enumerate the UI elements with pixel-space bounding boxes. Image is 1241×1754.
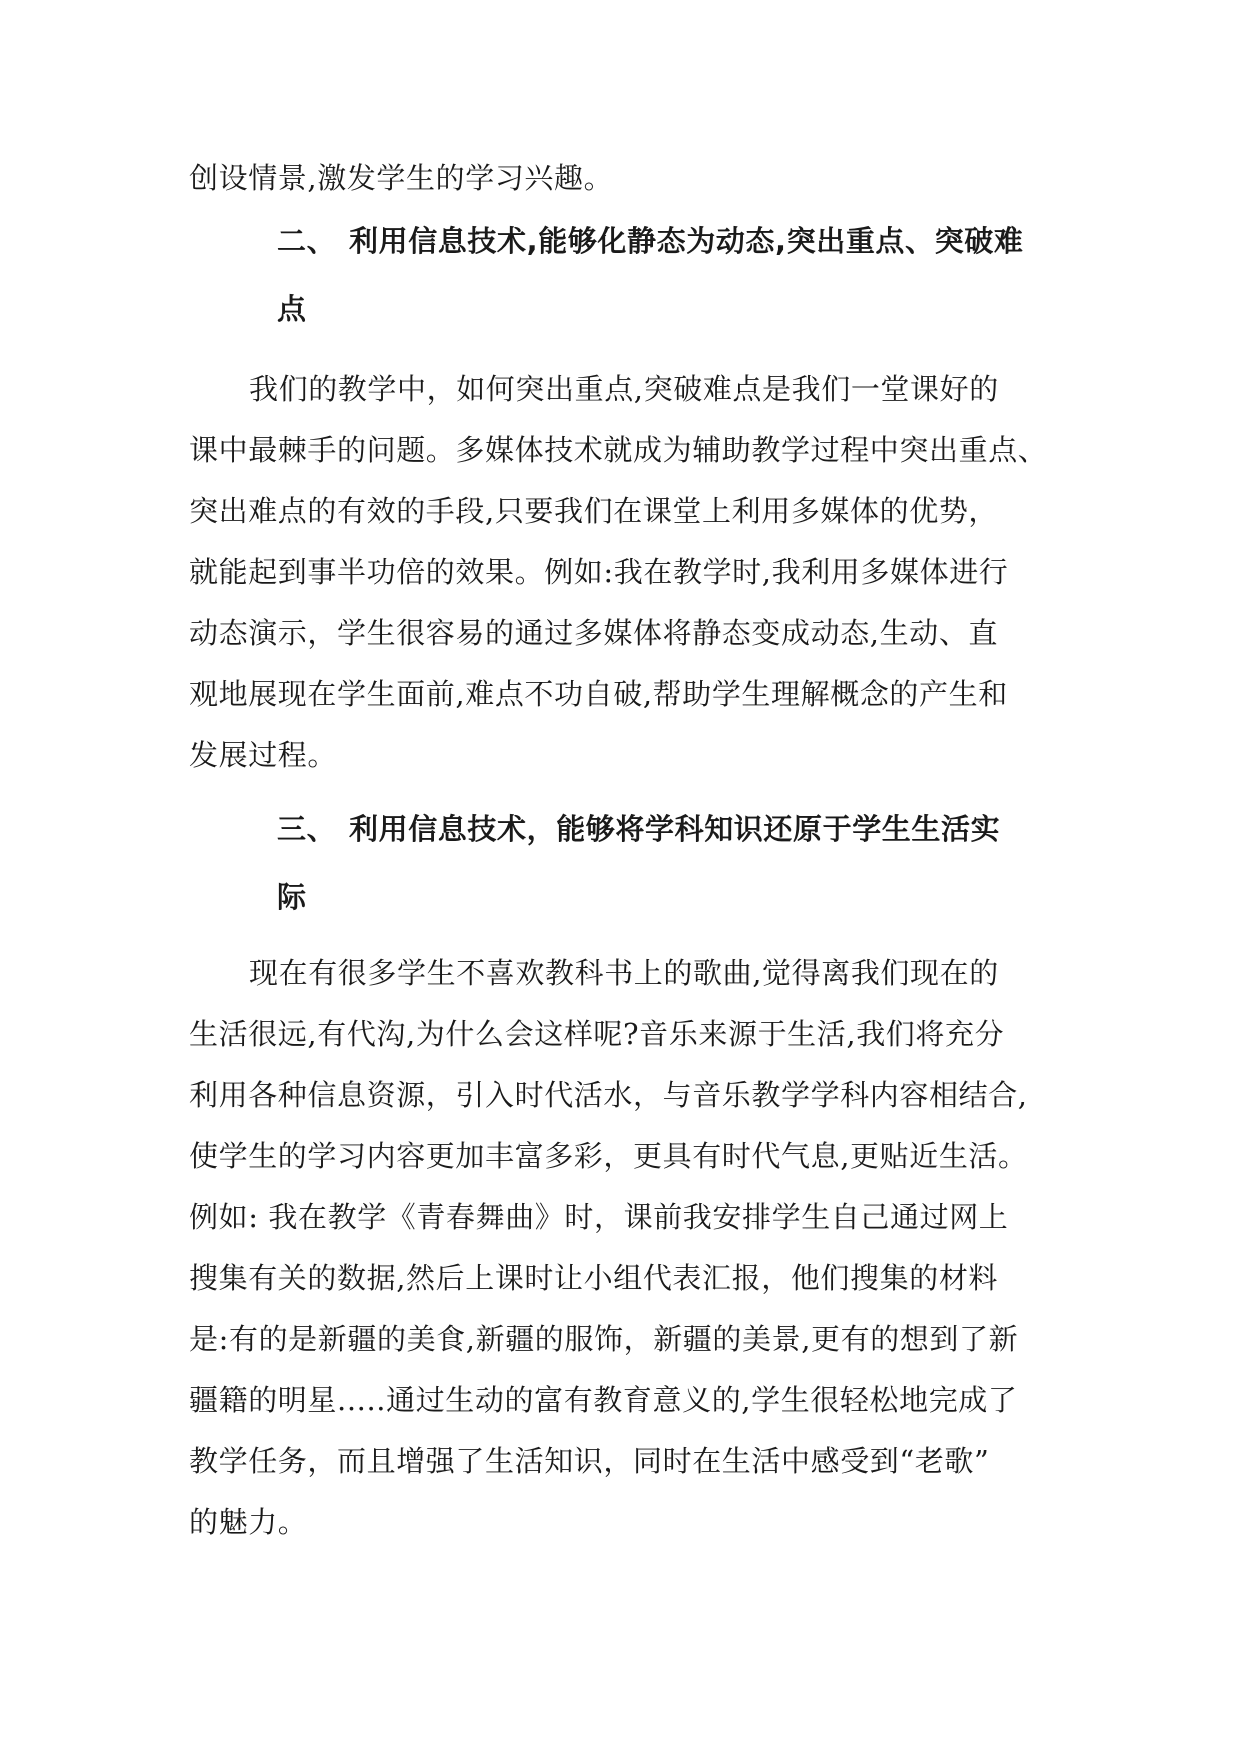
paragraph-line: 突出难点的有效的手段,只要我们在课堂上利用多媒体的优势，	[189, 494, 999, 528]
paragraph-line: 发展过程。	[189, 738, 338, 772]
section-title-continuation: 际	[277, 880, 307, 914]
paragraph-line: 是:有的是新疆的美食,新疆的服饰，新疆的美景,更有的想到了新	[189, 1322, 1019, 1356]
section-title-continuation: 点	[277, 292, 307, 326]
paragraph-line: 创设情景,激发学生的学习兴趣。	[189, 161, 614, 195]
paragraph-line: 搜集有关的数据,然后上课时让小组代表汇报，他们搜集的材料	[189, 1261, 999, 1295]
paragraph-line: 的魅力。	[189, 1505, 308, 1539]
section-number: 二、	[277, 224, 337, 258]
paragraph-line: 观地展现在学生面前,难点不功自破,帮助学生理解概念的产生和	[189, 677, 1008, 711]
paragraph-line: 现在有很多学生不喜欢教科书上的歌曲,觉得离我们现在的	[249, 956, 999, 990]
paragraph-line: 生活很远,有代沟,为什么会这样呢?音乐来源于生活,我们将充分	[189, 1017, 1005, 1051]
paragraph-line: 就能起到事半功倍的效果。例如:我在教学时,我利用多媒体进行	[189, 555, 1009, 589]
paragraph-line: 我们的教学中，如何突出重点,突破难点是我们一堂课好的	[249, 372, 999, 406]
paragraph-line: 使学生的学习内容更加丰富多彩，更具有时代气息,更贴近生活。	[189, 1139, 1028, 1173]
section-title: 利用信息技术,能够化静态为动态,突出重点、突破难	[349, 224, 1024, 258]
section-heading	[277, 809, 1000, 849]
paragraph-line: 教学任务，而且增强了生活知识，同时在生活中感受到“老歌”	[189, 1444, 990, 1478]
paragraph-line: 动态演示，学生很容易的通过多媒体将静态变成动态,生动、直	[189, 616, 999, 650]
paragraph-line: 例如: 我在教学《青春舞曲》时，课前我安排学生自己通过网上	[189, 1200, 1009, 1234]
section-number: 三、	[277, 812, 337, 846]
paragraph-line: 疆籍的明星.....通过生动的富有教育意义的,学生很轻松地完成了	[189, 1383, 1018, 1417]
section-heading	[277, 221, 1023, 261]
section-title: 利用信息技术，能够将学科知识还原于学生生活实	[349, 812, 1001, 846]
paragraph-line: 利用各种信息资源，引入时代活水，与音乐教学学科内容相结合,	[189, 1078, 1028, 1112]
paragraph-line: 课中最棘手的问题。多媒体技术就成为辅助教学过程中突出重点、	[189, 433, 1048, 467]
